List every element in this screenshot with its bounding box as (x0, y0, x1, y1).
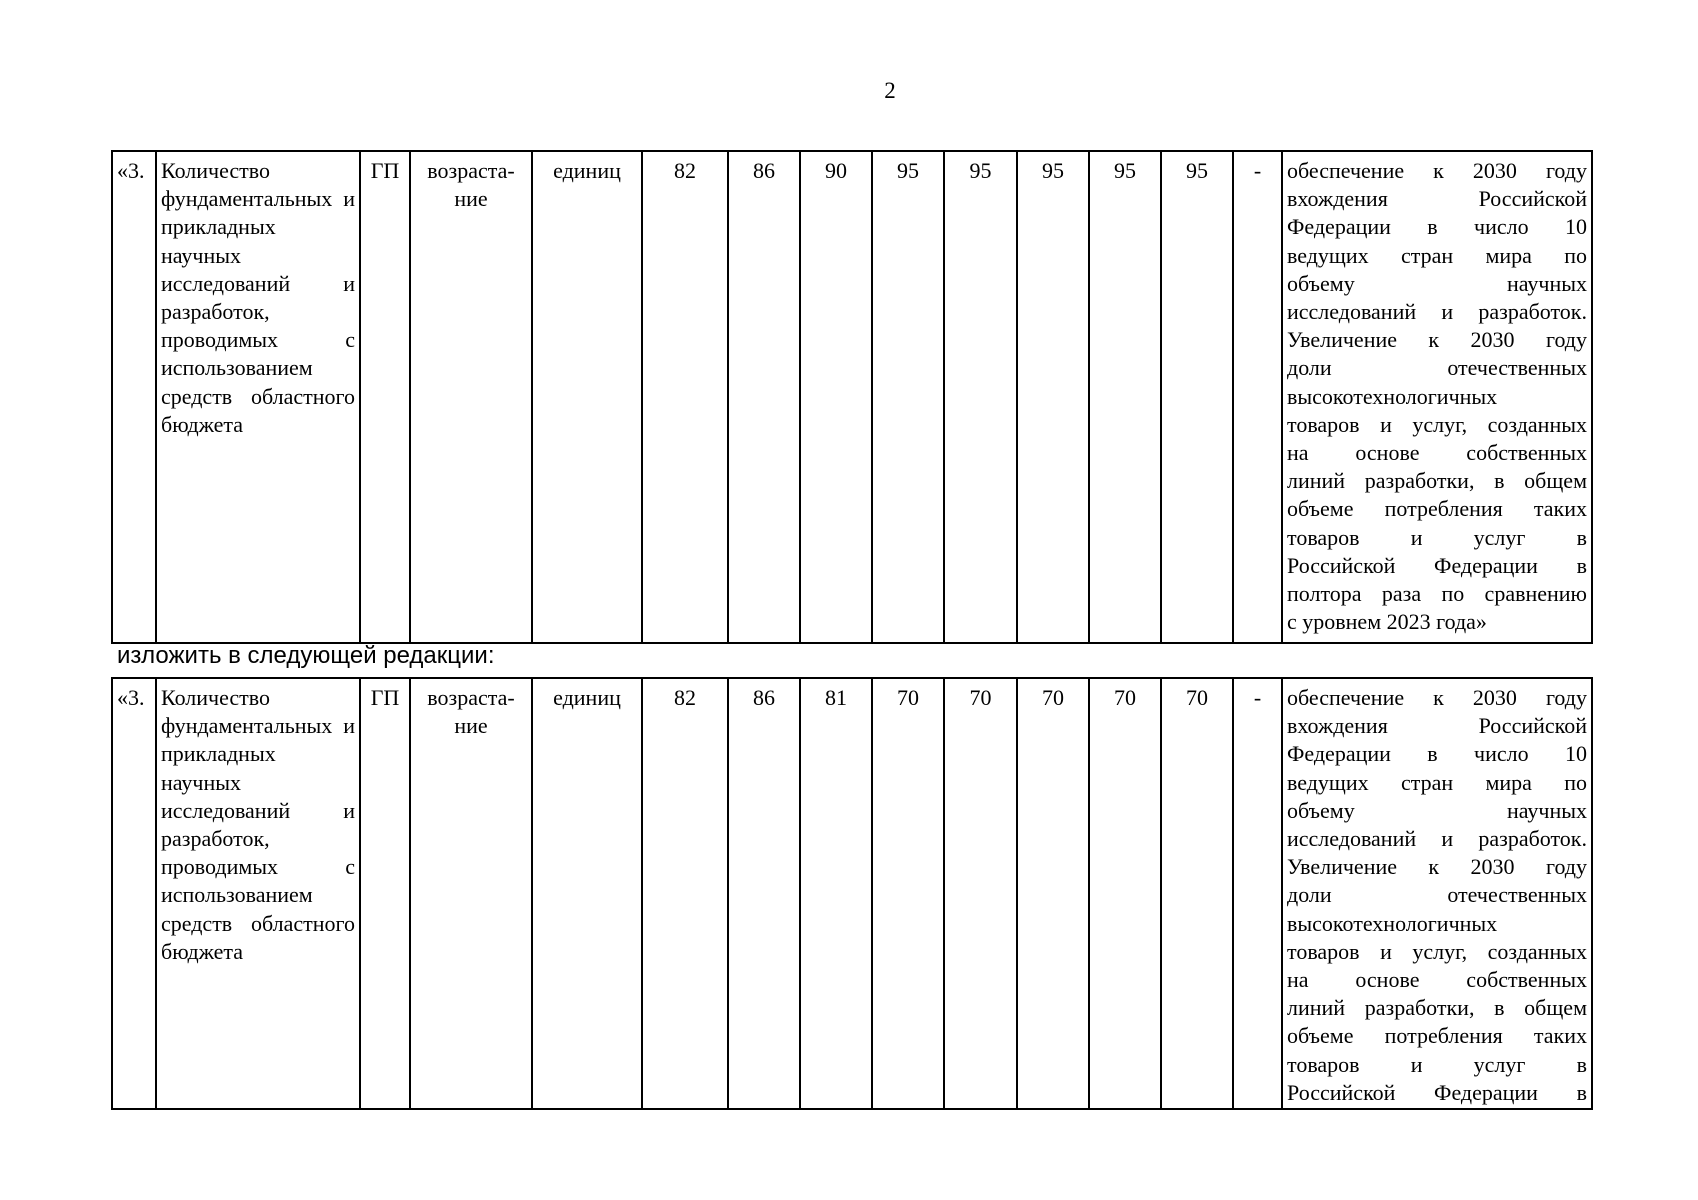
page-number: 2 (884, 78, 896, 103)
indicator-name: Количество фундаментальных и прикладных научных исследований и разработок, проводимых с использованием средств областного бюджета (156, 151, 360, 643)
value-cell: 95 (872, 151, 944, 643)
trend-direction-line: ние (454, 186, 488, 212)
new-indicator-table (111, 677, 1593, 1110)
goal-line: Российской Федерации в (1287, 1079, 1587, 1105)
row-number: «3. (112, 678, 156, 1109)
row-number: «3. (112, 151, 156, 643)
value-cell: 95 (1017, 151, 1089, 643)
goal-line: товаров и услуг, созданных (1287, 938, 1587, 964)
value-cell: 95 (944, 151, 1017, 643)
goal-line: товаров и услуг, созданных (1287, 411, 1587, 437)
goal-line: линий разработки, в общем (1287, 468, 1587, 494)
table-row (112, 678, 1592, 1109)
goal-line: линий разработки, в общем (1287, 995, 1587, 1021)
goal-line: Российской Федерации в (1287, 552, 1587, 578)
value-cell: 70 (872, 678, 944, 1109)
goal-line: объему научных (1287, 797, 1587, 823)
goal-line: Федерации в число 10 (1287, 741, 1587, 767)
goal-line: доли отечественных (1287, 882, 1587, 908)
trend-direction-line: ние (454, 713, 488, 739)
goal-line: высокотехнологичных (1287, 910, 1498, 936)
goal-line: объеме потребления таких (1287, 1023, 1587, 1049)
program-type: ГП (360, 151, 410, 643)
value-cell: 90 (800, 151, 872, 643)
goal-line: доли отечественных (1287, 355, 1587, 381)
goal-line: на основе собственных (1287, 440, 1587, 466)
value-cell: - (1233, 678, 1282, 1109)
indicator-name: Количество фундаментальных и прикладных научных исследований и разработок, проводимых с использованием средств областного бюджета (156, 678, 360, 1109)
value-cell: 70 (944, 678, 1017, 1109)
value-cell: 82 (642, 678, 728, 1109)
goal-line: полтора раза по сравнению (1287, 581, 1587, 607)
goal-line: на основе собственных (1287, 967, 1587, 993)
trend-direction (410, 678, 532, 1109)
goal-line: товаров и услуг в (1287, 524, 1587, 550)
value-cell: 86 (728, 678, 800, 1109)
trend-direction (410, 151, 532, 643)
program-type: ГП (360, 678, 410, 1109)
goal-line: Федерации в число 10 (1287, 214, 1587, 240)
table-row (112, 151, 1592, 643)
value-cell: 95 (1089, 151, 1161, 643)
value-cell: 70 (1089, 678, 1161, 1109)
goal-line: исследований и разработок. (1287, 299, 1587, 325)
goal-line: обеспечение к 2030 году (1287, 685, 1587, 710)
goal-line: вхождения Российской (1287, 186, 1587, 212)
value-cell: 70 (1161, 678, 1233, 1109)
value-cell: - (1233, 151, 1282, 643)
goal-line: объеме потребления таких (1287, 496, 1587, 522)
unit-of-measure: единиц (532, 151, 642, 643)
value-cell: 81 (800, 678, 872, 1109)
value-cell: 95 (1161, 151, 1233, 643)
national-goal (1282, 678, 1592, 1109)
goal-line: высокотехнологичных (1287, 383, 1498, 409)
value-cell: 86 (728, 151, 800, 643)
goal-line: вхождения Российской (1287, 713, 1587, 739)
goal-line: Увеличение к 2030 году (1287, 854, 1587, 880)
goal-line: объему научных (1287, 270, 1587, 296)
trend-direction-line: возраста- (427, 685, 515, 710)
value-cell: 70 (1017, 678, 1089, 1109)
goal-line: с уровнем 2023 года» (1287, 609, 1487, 635)
goal-line: ведущих стран мира по (1287, 769, 1587, 795)
unit-of-measure: единиц (532, 678, 642, 1109)
goal-line: исследований и разработок. (1287, 826, 1587, 852)
original-indicator-table (111, 150, 1593, 644)
national-goal (1282, 151, 1592, 643)
goal-line: обеспечение к 2030 году (1287, 158, 1587, 183)
amendment-instruction: изложить в следующей редакции: (117, 642, 495, 669)
value-cell: 82 (642, 151, 728, 643)
goal-line: ведущих стран мира по (1287, 242, 1587, 268)
goal-line: Увеличение к 2030 году (1287, 327, 1587, 353)
trend-direction-line: возраста- (427, 158, 515, 183)
goal-line: товаров и услуг в (1287, 1051, 1587, 1077)
